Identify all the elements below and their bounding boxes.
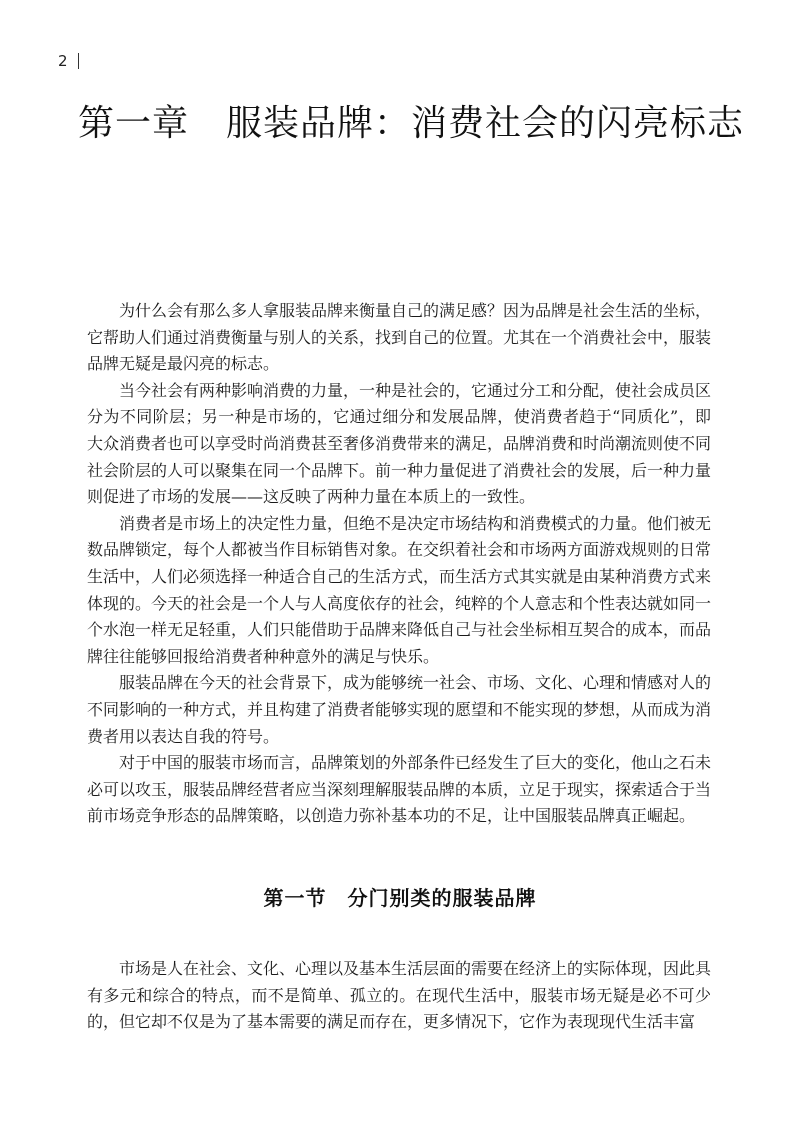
intro-paragraph-1: 为什么会有那么多人拿服装品牌来衡量自己的满足感？因为品牌是社会生活的坐标，它帮助人们通过消费衡量与别人的关系，找到自己的位置。尤其在一个消费社会中，服装品牌无疑是最闪亮的标志。: [87, 301, 712, 374]
chapter-title: 第一章 服装品牌：消费社会的闪亮标志: [78, 103, 745, 144]
section-title: 第一节 分门别类的服装品牌: [263, 886, 537, 910]
header-divider: [78, 53, 79, 69]
intro-paragraph-3: 消费者是市场上的决定性力量，但绝不是决定市场结构和消费模式的力量。他们被无数品牌锁定，每个人都被当作目标销售对象。在交织着社会和市场两方面游戏规则的日常生活中，人们必须选择一种适合自己的生活方式，而生活方式其实就是由某种消费方式来体现的。今天的社会是一个人与人高度依存的社会，纯粹的个人意志和个性表达就如同一个水泡一样无足轻重，人们只能借助于品牌来降低自己与社会坐标相互契合的成本，而品牌往往能够回报给消费者种种意外的满足与快乐。: [87, 513, 712, 666]
intro-paragraph-4: 服装品牌在今天的社会背景下，成为能够统一社会、市场、文化、心理和情感对人的不同影响的一种方式，并且构建了消费者能够实现的愿望和不能实现的梦想，从而成为消费者用以表达自我的符号。: [87, 673, 712, 746]
intro-paragraph-5: 对于中国的服装市场而言，品牌策划的外部条件已经发生了巨大的变化，他山之石未必可以攻玉，服装品牌经营者应当深刻理解服装品牌的本质，立足于现实，探索适合于当前市场竞争形态的品牌策略，以创造力弥补基本功的不足，让中国服装品牌真正崛起。: [87, 753, 712, 826]
chapter-intro: [87, 298, 711, 830]
section-body: [87, 956, 711, 1036]
section-paragraph-1: 市场是人在社会、文化、心理以及基本生活层面的需要在经济上的实际体现，因此具有多元和综合的特点，而不是简单、孤立的。在现代生活中，服装市场无疑是必不可少的，但它却不仅是为了基本需要的满足而存在，更多情况下，它作为表现现代生活丰富: [87, 959, 712, 1032]
intro-paragraph-2: 当今社会有两种影响消费的力量，一种是社会的，它通过分工和分配，使社会成员区分为不同阶层；另一种是市场的，它通过细分和发展品牌，使消费者趋于“同质化”，即大众消费者也可以享受时尚消费甚至奢侈消费带来的满足，品牌消费和时尚潮流则使不同社会阶层的人可以聚集在同一个品牌下。前一种力量促进了消费社会的发展，后一种力量则促进了市场的发展——这反映了两种力量在本质上的一致性。: [87, 380, 712, 507]
page-number: 2: [58, 52, 68, 70]
